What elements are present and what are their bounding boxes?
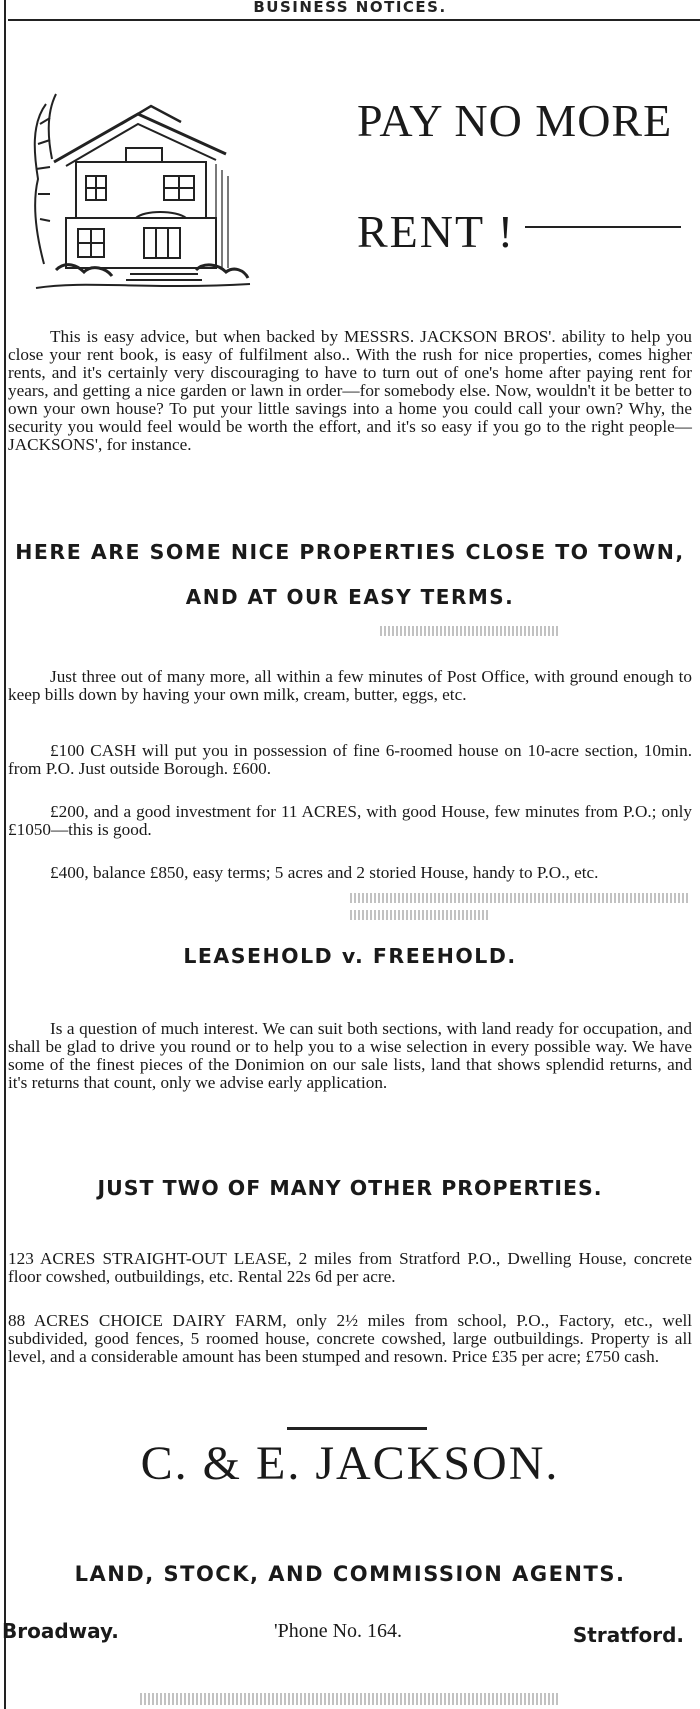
location-stratford: Stratford. <box>572 1623 684 1647</box>
property-listing: 88 ACRES CHOICE DAIRY FARM, only 2½ miles from school, P.O., Factory, etc., well subdivided, good fences, 5 roomed house, concrete cowshed, large outbuildings. Property is all level, and a considerable amount has been stumped and resown. Price £35 per acre; £750 cash. <box>8 1311 692 1366</box>
location-broadway: Broadway. <box>2 1619 119 1643</box>
section1-intro: Just three out of many more, all within a few minutes of Post Office, with ground enough to keep bills down by having your own milk, cream, butter, eggs, etc. <box>8 667 692 704</box>
section1-heading-line2: AND AT OUR EASY TERMS. <box>185 585 515 609</box>
property-item: £100 CASH will put you in possession of fine 6-roomed house on 10-acre section, 10min. from P.O. Just outside Borough. £600. <box>8 741 692 778</box>
section1-heading-line1: HERE ARE SOME NICE PROPERTIES CLOSE TO TOWN, <box>15 540 685 564</box>
headline-pay-no-more: PAY NO MORE <box>357 95 673 146</box>
section-header: BUSINESS NOTICES. <box>253 0 447 16</box>
property-item: £400, balance £850, easy terms; 5 acres and 2 storied House, handy to P.O., etc. <box>50 863 599 882</box>
firm-name: C. & E. JACKSON. <box>140 1437 560 1490</box>
divider-rule <box>287 1427 427 1430</box>
headline-rent: RENT ! <box>357 206 516 257</box>
section3-heading: JUST TWO OF MANY OTHER PROPERTIES. <box>97 1176 603 1200</box>
header-rule <box>8 19 700 21</box>
intro-paragraph: This is easy advice, but when backed by MESSRS. JACKSON BROS'. ability to help you close your rent book, is easy of fulfilment also.. With the rush for nice properties, comes higher rents, and it's certainly very discouraging to have to turn out of one's home after paying rent for years, and getting a nice garden or lawn in order—for somebody else. Now, wouldn't it be better to own your own house? To put your little savings into a home you could call your own? Why, the security you would feel would be worth the effort, and it's so easy if you go to the right people—JACKSONS', for instance. <box>8 327 692 454</box>
house-illustration <box>26 84 260 304</box>
print-smudge <box>350 910 490 920</box>
print-smudge <box>350 893 690 903</box>
phone-number: 'Phone No. 164. <box>274 1620 403 1642</box>
property-item: £200, and a good investment for 11 ACRES, with good House, few minutes from P.O.; only £1050—this is good. <box>8 802 692 839</box>
headline-rule <box>525 226 681 228</box>
print-smudge <box>140 1693 560 1705</box>
firm-description: LAND, STOCK, AND COMMISSION AGENTS. <box>74 1562 626 1586</box>
property-listing: 123 ACRES STRAIGHT-OUT LEASE, 2 miles from Stratford P.O., Dwelling House, concrete floor cowshed, outbuildings, etc. Rental 22s 6d per acre. <box>8 1249 692 1286</box>
print-smudge <box>380 626 560 636</box>
section2-heading: LEASEHOLD v. FREEHOLD. <box>183 944 517 968</box>
section2-paragraph: Is a question of much interest. We can suit both sections, with land ready for occupation, and shall be glad to drive you round or to help you to a wise selection in every possible way. We have some of the finest pieces of the Donimion on our sale lists, land that shows splendid returns, and it's returns that count, only we advise early application. <box>8 1019 692 1092</box>
